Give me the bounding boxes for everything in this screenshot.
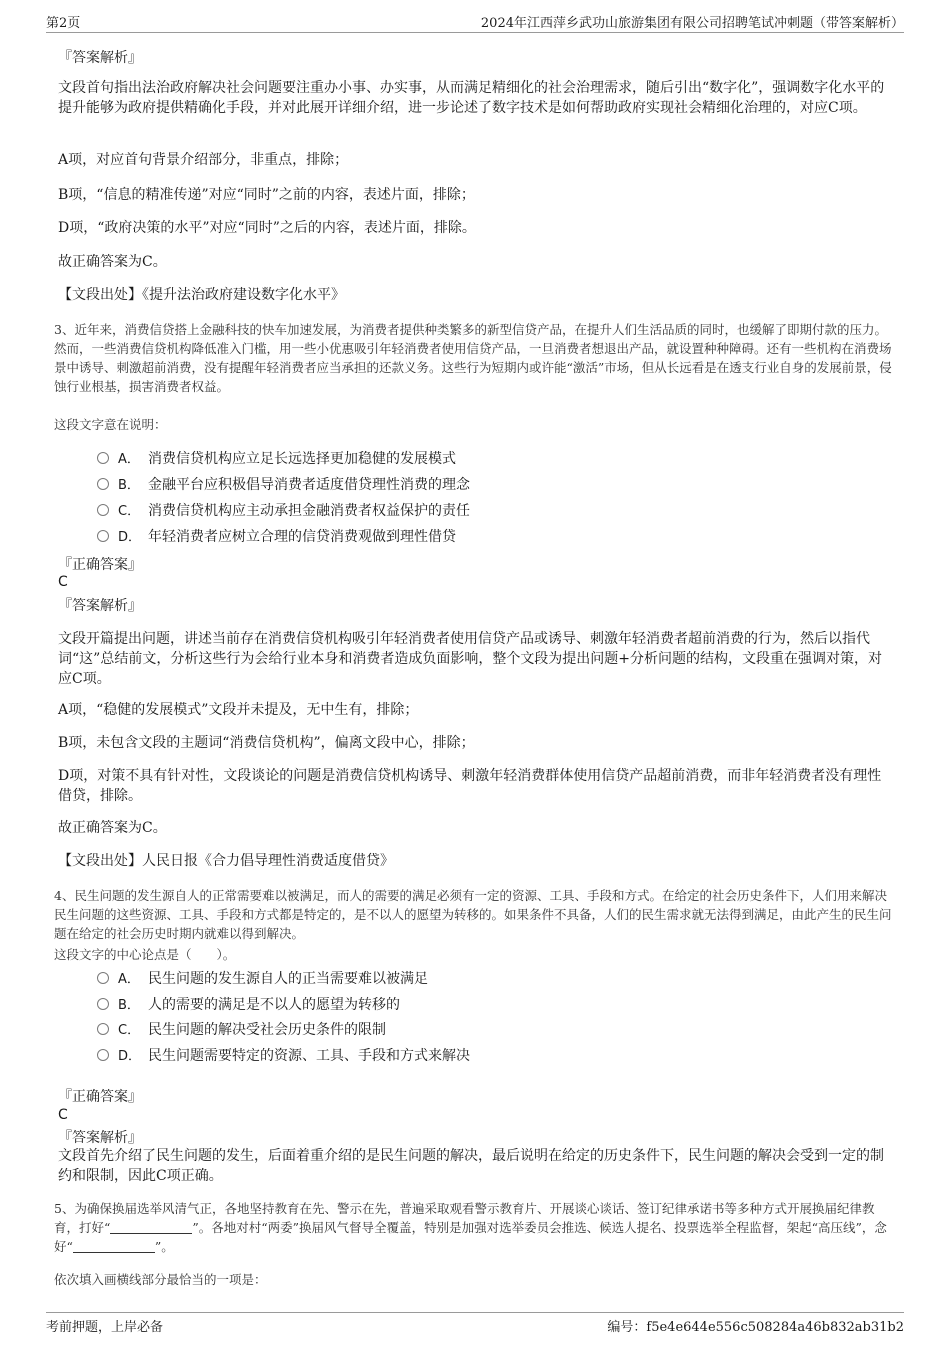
fill-blank-1[interactable] [110, 1220, 192, 1234]
document-title: 2024年江西萍乡武功山旅游集团有限公司招聘笔试冲刺题（带答案解析） [480, 16, 904, 31]
q4-option-b[interactable]: B． 人的需要的满足是不以人的愿望为转移的 [97, 995, 400, 1016]
q3-stem: 3、近年来，消费信贷搭上金融科技的快车加速发展，为消费者提供种类繁多的新型信贷产品，在提升人们生活品质的同时，也缓解了即期付款的压力。然而，一些消费信贷机构降低准入门槛，用一些小优惠吸引年轻消费者使用信贷产品，一旦消费者想退出产品，就设置种种障碍。还有一些机构在消费场景中诱导、刺激超前消费，没有提醒年轻消费者应当承担的还款义务。这些行为短期内或许能“激活”市场，但从长远看是在透支行业自身的发展前景，侵蚀行业根基，损害消费者权益。 [54, 322, 892, 394]
q4-answer: C [58, 1107, 68, 1123]
radio-icon[interactable] [97, 972, 109, 984]
radio-icon[interactable] [97, 530, 109, 542]
footer-slogan: 考前押题，上岸必备 [46, 1320, 164, 1335]
q3-conclusion: 故正确答案为C。 [58, 820, 167, 836]
q3-analysis-text: 文段开篇提出问题，讲述当前存在消费信贷机构吸引年轻消费者使用信贷产品或诱导、刺激年轻消费者超前消费的行为，然后以指代词“这”总结前文，分析这些行为会给行业本身和消费者造成负面影响，整个文段为提出问题+分析问题的结构，文段重在强调对策，对应C项。 [58, 631, 883, 687]
page-header [46, 12, 904, 33]
q2-source: 【文段出处】《提升法治政府建设数字化水平》 [58, 287, 345, 303]
fill-blank-2[interactable] [73, 1239, 155, 1253]
radio-icon[interactable] [97, 1023, 109, 1035]
q3-source: 【文段出处】人民日报《合力倡导理性消费适度借贷》 [58, 853, 394, 869]
q2-option-a-explain: A项，对应首句背景介绍部分，非重点，排除； [58, 152, 349, 168]
page-number: 第2页 [46, 16, 81, 31]
q4-answer-label: 『正确答案』 [58, 1089, 142, 1105]
q4-option-a[interactable]: A． 民生问题的发生源自人的正当需要难以被满足 [97, 969, 428, 990]
q4-option-d[interactable]: D． 民生问题需要特定的资源、工具、手段和方式来解决 [97, 1046, 470, 1067]
radio-icon[interactable] [97, 478, 109, 490]
q2-option-d-explain: D项，“政府决策的水平”对应“同时”之后的内容，表述片面，排除。 [58, 220, 476, 236]
q4-analysis-label: 『答案解析』 [58, 1130, 142, 1146]
q3-answer-label: 『正确答案』 [58, 557, 142, 573]
q4-question: 这段文字的中心论点是（ ）。 [54, 947, 236, 962]
q2-option-b-explain: B项，“信息的精准传递”对应“同时”之前的内容，表述片面，排除； [58, 187, 475, 203]
q3-option-b[interactable]: B． 金融平台应积极倡导消费者适度借贷理性消费的理念 [97, 475, 470, 496]
q4-stem: 4、民生问题的发生源自人的正常需要难以被满足，而人的需要的满足必须有一定的资源、工具、手段和方式。在给定的社会历史条件下，人们用来解决民生问题的这些资源、工具、手段和方式都是特定的，是不以人的愿望为转移的。如果条件不具备，人们的民生需求就无法得到满足，由此产生的民生问题在给定的社会历史时期内就难以得到解决。 [54, 888, 892, 941]
q3-question: 这段文字意在说明： [54, 417, 167, 432]
q3-analysis-label: 『答案解析』 [58, 598, 142, 614]
q4-analysis-text: 文段首先介绍了民生问题的发生，后面着重介绍的是民生问题的解决，最后说明在给定的历史条件下，民生问题的解决会受到一定的制约和限制，因此C项正确。 [58, 1148, 884, 1184]
q3-option-d[interactable]: D． 年轻消费者应树立合理的信贷消费观做到理性借贷 [97, 527, 456, 548]
q2-conclusion: 故正确答案为C。 [58, 254, 167, 270]
q3-option-a-explain: A项，“稳健的发展模式”文段并未提及，无中生有，排除； [58, 702, 419, 718]
document-code: 编号：f5e4e644e556c508284a46b832ab31b2 [607, 1320, 904, 1335]
radio-icon[interactable] [97, 452, 109, 464]
q3-option-a[interactable]: A． 消费信贷机构应立足长远选择更加稳健的发展模式 [97, 449, 456, 470]
q4-option-c[interactable]: C． 民生问题的解决受社会历史条件的限制 [97, 1020, 386, 1041]
q3-answer: C [58, 574, 68, 590]
radio-icon[interactable] [97, 998, 109, 1010]
q3-option-c[interactable]: C． 消费信贷机构应主动承担金融消费者权益保护的责任 [97, 501, 470, 522]
q2-analysis-text: 文段首句指出法治政府解决社会问题要注重办小事、办实事，从而满足精细化的社会治理需求，随后引出“数字化”，强调数字化水平的提升能够为政府提供精确化手段，并对此展开详细介绍，进一步论述了数字技术是如何帮助政府实现社会精细化治理的，对应C项。 [58, 80, 885, 116]
radio-icon[interactable] [97, 1049, 109, 1061]
page-footer [46, 1312, 904, 1337]
q5-question: 依次填入画横线部分最恰当的一项是： [54, 1272, 267, 1287]
q3-option-b-explain: B项，未包含文段的主题词“消费信贷机构”，偏离文段中心，排除； [58, 735, 475, 751]
q3-option-d-explain: D项，对策不具有针对性，文段谈论的问题是消费信贷机构诱导、刺激年轻消费群体使用信贷产品超前消费，而非年轻消费者没有理性借贷，排除。 [58, 768, 882, 804]
radio-icon[interactable] [97, 504, 109, 516]
q5-stem: 5、为确保换届选举风清气正，各地坚持教育在先、警示在先，普遍采取观看警示教育片、开展谈心谈话、签订纪律承诺书等多种方式开展换届纪律教育，打好“ ”。各地对村“两委”换届风气督导全覆盖，特别是加强对选举委员会推选、候选人提名、投票选举全程监督，架起“高压线”，念好“ ”。 [54, 1201, 887, 1254]
q2-analysis-label: 『答案解析』 [58, 50, 142, 66]
